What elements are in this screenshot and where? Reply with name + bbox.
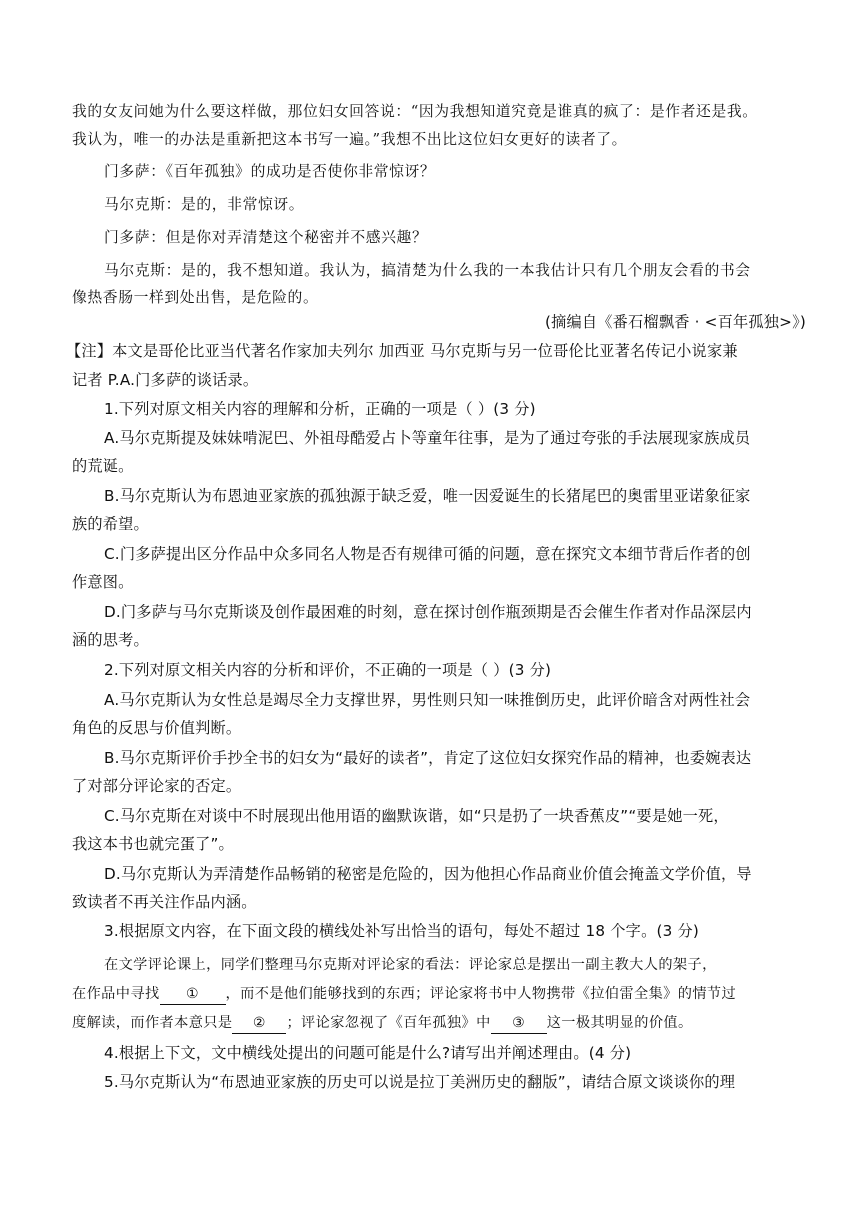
dialogue-line: 马尔克斯：是的，我不想知道。我认为，搞清楚为什么我的一本我估计只有几个朋友会看的书会 xyxy=(104,262,751,279)
option-d-cont: 涵的思考。 xyxy=(72,631,149,649)
option-c: C.门多萨提出区分作品中众多同名人物是否有规律可循的问题，意在探究文本细节背后作者的创 xyxy=(104,545,751,563)
question-2: 2.下列对原文相关内容的分析和评价，不正确的一项是（ ）(3 分) xyxy=(104,661,552,679)
option-d-cont: 致读者不再关注作品内涵。 xyxy=(72,893,257,911)
dialogue-line: 门多萨：《百年孤独》的成功是否使你非常惊讶？ xyxy=(104,163,436,180)
option-a: A.马尔克斯提及妹妹啃泥巴、外祖母酷爱占卜等童年往事，是为了通过夸张的手法展现家族成员 xyxy=(104,429,751,447)
blank-3[interactable]: ③ xyxy=(491,1013,547,1034)
note-line: 【注】本文是哥伦比亚当代著名作家加夫列尔 加西亚 马尔克斯与另一位哥伦比亚著名传记小说家兼 xyxy=(66,342,738,360)
option-b: B.马尔克斯认为布恩迪亚家族的孤独源于缺乏爱，唯一因爱诞生的长猪尾巴的奥雷里亚诺象征家 xyxy=(104,487,751,505)
fill-paragraph-line: 在作品中寻找 ① ，而不是他们能够找到的东西；评论家将书中人物携带《拉伯雷全集》的情节过 xyxy=(72,984,802,1005)
question-5: 5.马尔克斯认为“布恩迪亚家族的历史可以说是拉丁美洲历史的翻版”，请结合原文谈谈你的理 xyxy=(104,1073,736,1091)
blank-2[interactable]: ② xyxy=(232,1013,286,1034)
question-4: 4.根据上下文，文中横线处提出的问题可能是什么?请写出并阐述理由。(4 分) xyxy=(104,1044,632,1062)
question-1: 1.下列对原文相关内容的理解和分析，正确的一项是（ ）(3 分) xyxy=(104,400,536,418)
option-c-cont: 我这本书也就完蛋了”。 xyxy=(72,835,234,853)
source-citation: (摘编自《番石榴飘香 · <百年孤独>》) xyxy=(544,313,806,331)
option-c-cont: 作意图。 xyxy=(72,573,134,591)
fill-paragraph-line: 在文学评论课上，同学们整理马尔克斯对评论家的看法：评论家总是摆出一副主教大人的架子， xyxy=(104,957,717,973)
text-line: 我认为，唯一的办法是重新把这本书写一遍。”我想不出比这位妇女更好的读者了。 xyxy=(72,131,628,148)
option-a-cont: 的荒诞。 xyxy=(72,457,134,475)
option-a: A.马尔克斯认为女性总是竭尽全力支撑世界，男性则只知一味推倒历史，此评价暗含对两性社会 xyxy=(104,691,751,709)
option-d: D.马尔克斯认为弄清楚作品畅销的秘密是危险的，因为他担心作品商业价值会掩盖文学价值，导 xyxy=(104,865,752,883)
dialogue-line: 门多萨：但是你对弄清楚这个秘密并不感兴趣？ xyxy=(104,229,428,246)
option-d: D.门多萨与马尔克斯谈及创作最困难的时刻，意在探讨创作瓶颈期是否会催生作者对作品深层内 xyxy=(104,603,752,621)
option-b: B.马尔克斯评价手抄全书的妇女为“最好的读者”，肯定了这位妇女探究作品的精神，也委婉表达 xyxy=(104,749,752,767)
blank-1[interactable]: ① xyxy=(160,984,226,1005)
option-a-cont: 角色的反思与价值判断。 xyxy=(72,719,242,737)
option-c: C.马尔克斯在对谈中不时展现出他用语的幽默诙谐，如“只是扔了一块香蕉皮”“要是她一死， xyxy=(104,807,729,825)
option-b-cont: 族的希望。 xyxy=(72,515,149,533)
option-b-cont: 了对部分评论家的否定。 xyxy=(72,777,242,795)
dialogue-line: 马尔克斯：是的，非常惊讶。 xyxy=(104,196,305,213)
text-line: 像热香肠一样到处出售，是危险的。 xyxy=(72,289,319,306)
note-line: 记者 P.A.门多萨的谈话录。 xyxy=(72,371,259,389)
question-3: 3.根据原文内容，在下面文段的横线处补写出恰当的语句，每处不超过 18 个字。(3 分) xyxy=(104,922,699,940)
text-line: 我的女友问她为什么要这样做，那位妇女回答说：“因为我想知道究竟是谁真的疯了：是作者还是我。 xyxy=(72,103,758,120)
fill-paragraph-line: 度解读，而作者本意只是 ② ；评论家忽视了《百年孤独》中 ③ 这一极其明显的价值。 xyxy=(72,1013,802,1034)
